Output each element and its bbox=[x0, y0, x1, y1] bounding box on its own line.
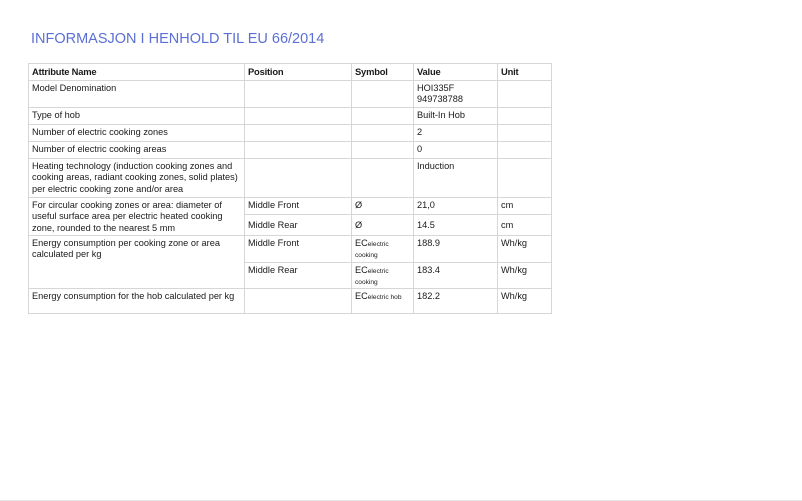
symbol-cell: Ø bbox=[352, 198, 414, 215]
value-cell: 21,0 bbox=[414, 198, 498, 215]
header-position: Position bbox=[245, 64, 352, 81]
symbol-ec: EC bbox=[355, 291, 368, 302]
table-row bbox=[29, 125, 552, 142]
position-cell bbox=[245, 125, 352, 142]
symbol-cell bbox=[352, 108, 414, 125]
unit-cell: cm bbox=[498, 198, 552, 215]
value-cell: 182.2 bbox=[414, 289, 498, 314]
header-unit: Unit bbox=[498, 64, 552, 81]
position-cell: Middle Front bbox=[245, 198, 352, 215]
position-cell bbox=[245, 142, 352, 159]
unit-cell bbox=[498, 159, 552, 198]
table-row bbox=[29, 198, 552, 215]
table-row bbox=[29, 142, 552, 159]
attribute-cell: Energy consumption per cooking zone or area calculated per kg bbox=[29, 236, 245, 289]
table-row bbox=[29, 108, 552, 125]
attribute-cell: Type of hob bbox=[29, 108, 245, 125]
symbol-cell bbox=[352, 81, 414, 108]
table-row bbox=[29, 81, 552, 108]
unit-cell: Wh/kg bbox=[498, 236, 552, 263]
eu-info-table bbox=[28, 63, 552, 314]
header-symbol: Symbol bbox=[352, 64, 414, 81]
position-cell bbox=[245, 289, 352, 314]
unit-cell: Wh/kg bbox=[498, 289, 552, 314]
symbol-cell bbox=[352, 262, 414, 289]
value-cell: 14.5 bbox=[414, 215, 498, 236]
unit-cell bbox=[498, 125, 552, 142]
value-cell: 183.4 bbox=[414, 262, 498, 289]
symbol-subscript: electric cooking bbox=[355, 267, 389, 286]
unit-cell bbox=[498, 142, 552, 159]
unit-cell bbox=[498, 81, 552, 108]
table-header-row bbox=[29, 64, 552, 81]
symbol-cell: Ø bbox=[352, 215, 414, 236]
attribute-cell: Energy consumption for the hob calculated per kg bbox=[29, 289, 245, 314]
value-cell: Induction bbox=[414, 159, 498, 198]
position-cell bbox=[245, 159, 352, 198]
unit-cell bbox=[498, 108, 552, 125]
attribute-cell: Model Denomination bbox=[29, 81, 245, 108]
value-cell: Built-In Hob bbox=[414, 108, 498, 125]
attribute-cell: Number of electric cooking zones bbox=[29, 125, 245, 142]
symbol-cell bbox=[352, 142, 414, 159]
symbol-cell bbox=[352, 159, 414, 198]
header-attribute-name: Attribute Name bbox=[29, 64, 245, 81]
header-value: Value bbox=[414, 64, 498, 81]
value-cell: 0 bbox=[414, 142, 498, 159]
position-cell: Middle Front bbox=[245, 236, 352, 263]
page-title: INFORMASJON I HENHOLD TIL EU 66/2014 bbox=[31, 31, 325, 47]
model-name: HOI335F bbox=[417, 83, 455, 93]
attribute-cell: Heating technology (induction cooking zones and cooking areas, radiant cooking zones, solid plates) per electric cooking zone and/or area bbox=[29, 159, 245, 198]
attribute-cell: Number of electric cooking areas bbox=[29, 142, 245, 159]
unit-cell: Wh/kg bbox=[498, 262, 552, 289]
product-number: 949738788 bbox=[417, 94, 463, 105]
table-row bbox=[29, 289, 552, 314]
value-cell: 2 bbox=[414, 125, 498, 142]
symbol-cell bbox=[352, 236, 414, 263]
attribute-cell: For circular cooking zones or area: diameter of useful surface area per electric heated cooking zone, rounded to the nearest 5 mm bbox=[29, 198, 245, 236]
position-cell bbox=[245, 81, 352, 108]
symbol-cell bbox=[352, 125, 414, 142]
table-row bbox=[29, 159, 552, 198]
position-cell: Middle Rear bbox=[245, 262, 352, 289]
symbol-subscript: electric hob bbox=[367, 294, 402, 302]
value-cell: 188.9 bbox=[414, 236, 498, 263]
symbol-ec: EC bbox=[355, 264, 368, 275]
table-row bbox=[29, 236, 552, 263]
position-cell bbox=[245, 108, 352, 125]
symbol-cell bbox=[352, 289, 414, 314]
symbol-ec: EC bbox=[355, 238, 368, 248]
value-cell bbox=[414, 81, 498, 108]
unit-cell: cm bbox=[498, 215, 552, 236]
symbol-subscript: electric cooking bbox=[355, 241, 389, 260]
position-cell: Middle Rear bbox=[245, 215, 352, 236]
